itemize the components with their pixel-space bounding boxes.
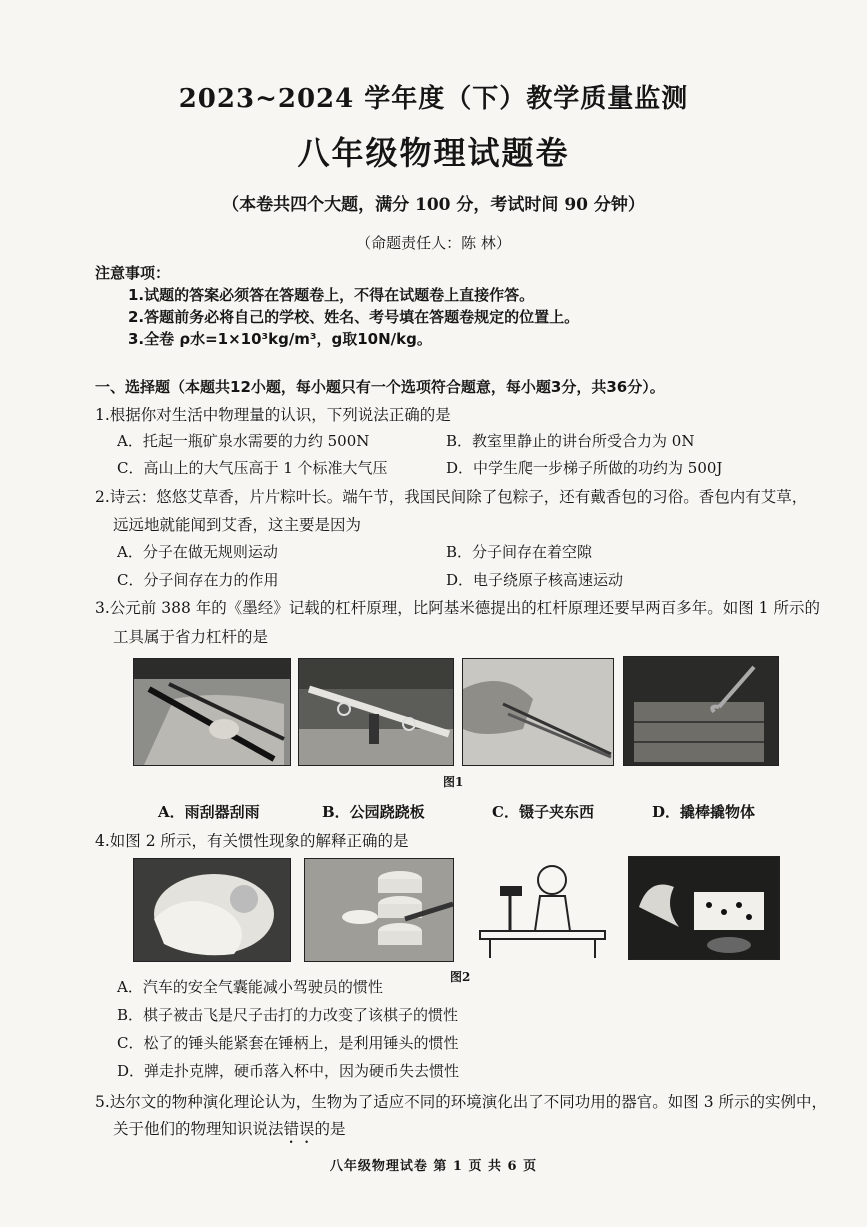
- page-footer: 八年级物理试卷 第 1 页 共 6 页: [329, 1159, 538, 1174]
- option-d: D．弹走扑克牌，硬币落入杯中，因为硬币失去惯性: [117, 1062, 460, 1080]
- figure1-photo-wiper: [133, 658, 291, 766]
- question-stem: 3.公元前 388 年的《墨经》记载的杠杆原理，比阿基米德提出的杠杆原理还要早两百多年。如图 1 所示的: [95, 599, 820, 617]
- exam-author: （命题责任人：陈 林）: [356, 234, 511, 252]
- option-b: B．公园跷跷板: [322, 803, 425, 821]
- figure2-drawing-hammer: [470, 856, 612, 960]
- option-c: C．分子间存在力的作用: [117, 571, 279, 589]
- question-stem: 5.达尔文的物种演化理论认为，生物为了适应不同的环境演化出了不同功用的器官。如图 3 所示的实例中，: [95, 1093, 828, 1111]
- option-a: A．托起一瓶矿泉水需要的力约 500N: [117, 432, 370, 450]
- option-b: B．棋子被击飞是尺子击打的力改变了该棋子的惯性: [117, 1006, 459, 1024]
- option-d: D．撬棒撬物体: [652, 803, 756, 821]
- stem-suffix: 的是: [314, 1120, 346, 1138]
- question-stem: 4.如图 2 所示，有关惯性现象的解释正确的是: [95, 832, 409, 850]
- option-c: C．镊子夹东西: [492, 803, 594, 821]
- figure1-caption: 图1: [443, 775, 464, 789]
- option-b: B．分子间存在着空隙: [446, 543, 593, 561]
- note-item: 1.试题的答案必须答在答题卷上，不得在试题卷上直接作答。: [128, 286, 535, 304]
- note-item: 2.答题前务必将自己的学校、姓名、考号填在答题卷规定的位置上。: [128, 308, 580, 326]
- notes-title: 注意事项：: [95, 264, 171, 282]
- stem-prefix: 关于他们的物理知识说法: [113, 1120, 284, 1138]
- figure2-photo-airbag: [133, 858, 291, 962]
- question-stem-cont: [113, 1117, 346, 1147]
- option-a: A．汽车的安全气囊能减小驾驶员的惯性: [117, 978, 383, 996]
- option-a: A．分子在做无规则运动: [117, 543, 278, 561]
- figure2-photo-chess: [304, 858, 454, 962]
- exam-info: （本卷共四个大题，满分 100 分，考试时间 90 分钟）: [222, 195, 645, 215]
- option-d: D．中学生爬一步梯子所做的功约为 500J: [446, 459, 723, 477]
- figure2-photo-card-coin: [628, 856, 780, 960]
- question-stem-cont: 远远地就能闻到艾香，这主要是因为: [113, 516, 362, 534]
- option-a: A．雨刮器刮雨: [158, 803, 260, 821]
- option-c: C．松了的锤头能紧套在锤柄上，是利用锤头的惯性: [117, 1034, 459, 1052]
- figure1-photo-tweezers: [462, 658, 614, 766]
- note-item: 3.全卷 ρ水=1×10³kg/m³，g取10N/kg。: [128, 330, 432, 348]
- figure2-caption: 图2: [450, 970, 471, 984]
- question-stem: 2.诗云：悠悠艾草香，片片粽叶长。端午节，我国民间除了包粽子，还有戴香包的习俗。香包内有艾草，: [95, 488, 808, 506]
- option-c: C．高山上的大气压高于 1 个标准大气压: [117, 459, 388, 477]
- stem-emphasis: 错误: [283, 1120, 315, 1138]
- section-heading: 一、选择题（本题共12小题，每小题只有一个选项符合题意，每小题3分，共36分）。: [95, 378, 665, 396]
- question-stem-cont: 工具属于省力杠杆的是: [113, 628, 269, 646]
- option-d: D．电子绕原子核高速运动: [446, 571, 624, 589]
- question-stem: 1.根据你对生活中物理量的认识，下列说法正确的是: [95, 406, 451, 424]
- exam-title: 八年级物理试题卷: [297, 134, 570, 172]
- option-b: B．教室里静止的讲台所受合力为 0N: [446, 432, 695, 450]
- figure1-photo-crowbar: [623, 656, 779, 766]
- figure1-photo-seesaw: [298, 658, 454, 766]
- exam-period-title: 2023~2024 学年度（下）教学质量监测: [178, 84, 689, 114]
